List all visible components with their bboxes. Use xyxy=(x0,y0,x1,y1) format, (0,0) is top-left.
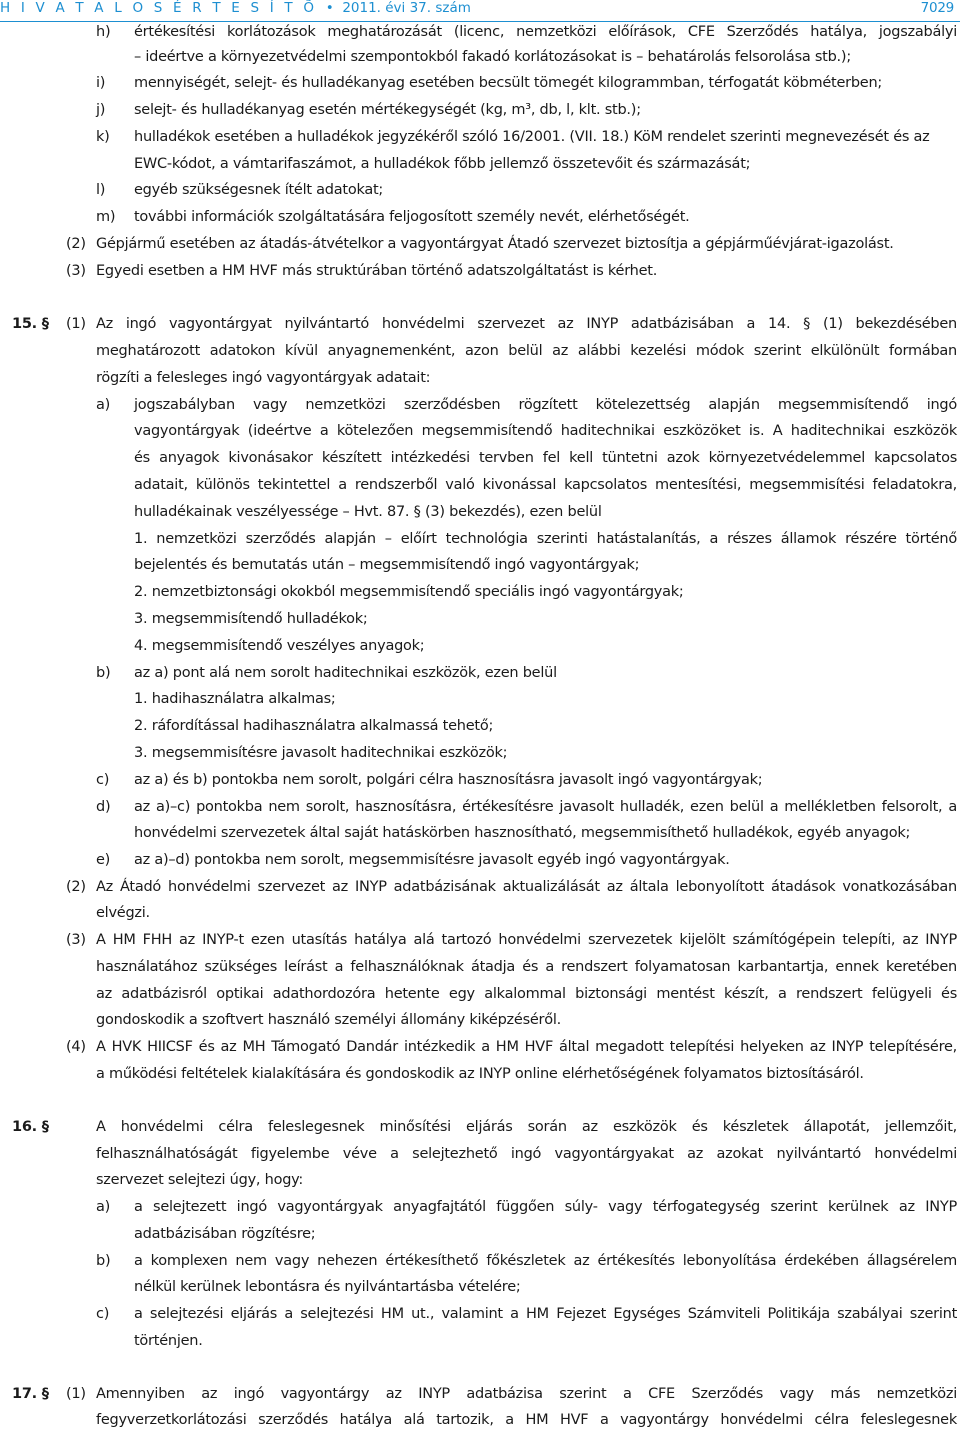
text-line: 3. megsemmisítésre javasolt haditechnikai eszközök; xyxy=(134,745,508,761)
page-number: 7029 xyxy=(920,0,954,16)
text-line: történjen. xyxy=(134,1333,203,1349)
text-line: 2. ráfordítással hadihasználatra alkalmassá tehető; xyxy=(134,718,494,734)
text-line: a selejtezett ingó vagyontárgyak anyagfajtától függően súly- vagy térfogategység szerint kerülnek az INYP xyxy=(134,1199,957,1215)
text-line: fegyverzetkorlátozási szerződés hatálya alá tartozik, a HM HVF a vagyontárgy honvédelmi célra feleslegesnek xyxy=(96,1412,957,1428)
text-line: Az Átadó honvédelmi szervezet az INYP adatbázisának aktualizálását az általa lebonyolított átadások vonatkozásában xyxy=(96,879,957,895)
text-line: további információk szolgáltatására feljogosított személy nevét, elérhetőségét. xyxy=(134,209,690,225)
text-line: honvédelmi szervezetek által saját hatáskörben hasznosítható, megsemmisíthető hulladékok, egyéb anyagok; xyxy=(134,825,911,841)
text-line: adatbázisában rögzítésre; xyxy=(134,1226,316,1242)
text-line: – ideértve a környezetvédelmi szempontokból fakadó korlátozásokat is – behatárolás felsorolása stb.); xyxy=(134,49,851,65)
text-line: A HVK HIICSF és az MH Támogató Dandár intézkedik a HM HVF által megadott telepítési helyeken az INYP telepítésére, xyxy=(96,1039,957,1055)
text-line: selejt- és hulladékanyag esetén mértékegységét (kg, m³, db, l, klt. stb.); xyxy=(134,102,641,118)
item-marker: (3) xyxy=(66,932,86,948)
text-line: 3. megsemmisítendő hulladékok; xyxy=(134,611,368,627)
text-line: egyéb szükségesnek ítélt adatokat; xyxy=(134,182,384,198)
text-line: mennyiségét, selejt- és hulladékanyag esetében becsült tömegét kilogrammban, térfogatát köbméterben; xyxy=(134,75,883,91)
text-line: szervezet selejtezi úgy, hogy: xyxy=(96,1172,304,1188)
item-marker: d) xyxy=(96,799,111,815)
item-marker: i) xyxy=(96,75,106,91)
text-line: az a)–c) pontokba nem sorolt, hasznosításra, értékesítésre javasolt hulladék, ezen belül a mellékletben felsorolt, a xyxy=(134,799,957,815)
item-marker: (2) xyxy=(66,879,86,895)
item-marker: c) xyxy=(96,1306,110,1322)
text-line: bejelentés és bemutatás után – megsemmisítendő ingó vagyontárgyak; xyxy=(134,557,640,573)
text-line: meghatározott adatokon kívül anyagnemenként, azon belül az alábbi kezelési módok szerint elkülönült formában xyxy=(96,343,957,359)
running-head: H I V A T A L O S É R T E S Í T Õ • 2011. évi 37. szám xyxy=(0,0,471,16)
item-marker: a) xyxy=(96,1199,111,1215)
text-line: a működési feltételek kialakítására és gondoskodik az INYP online elérhetőségének folyamatos biztosításáról. xyxy=(96,1066,864,1082)
text-line: jogszabályban vagy nemzetközi szerződésben rögzített kötelezettség alapján megsemmisítendő ingó xyxy=(134,397,957,413)
item-marker: c) xyxy=(96,772,110,788)
text-line: hulladékok esetében a hulladékok jegyzékéről szóló 16/2001. (VII. 18.) KöM rendelet szerinti megnevezését és az xyxy=(134,129,930,145)
item-marker: (4) xyxy=(66,1039,86,1055)
item-marker: a) xyxy=(96,397,111,413)
text-line: 2. nemzetbiztonsági okokból megsemmisítendő speciális ingó vagyontárgyak; xyxy=(134,584,684,600)
text-line: felhasználhatóságát figyelembe véve a selejtezhető ingó vagyontárgyakat az azokat nyilvántartó honvédelmi xyxy=(96,1146,957,1162)
text-line: Egyedi esetben a HM HVF más struktúrában történő adatszolgáltatást is kérhet. xyxy=(96,263,658,279)
item-marker: h) xyxy=(96,24,111,40)
text-line: A honvédelmi célra feleslegesnek minősítési eljárás során az eszközök és készletek állapotát, jellemzőit, xyxy=(96,1119,957,1135)
text-line: vagyontárgyak (ideértve a kötelezően megsemmisítendő haditechnikai eszközöket is. A haditechnikai eszközök xyxy=(134,423,957,439)
item-marker: j) xyxy=(96,102,106,118)
text-line: elvégzi. xyxy=(96,905,150,921)
text-line: Gépjármű esetében az átadás-átvételkor a vagyontárgyat Átadó szervezet biztosítja a gépjárműévjárat-igazolást. xyxy=(96,236,894,252)
text-line: 1. hadihasználatra alkalmas; xyxy=(134,691,336,707)
text-line: rögzíti a felesleges ingó vagyontárgyak adatait: xyxy=(96,370,431,386)
item-marker: (3) xyxy=(66,263,86,279)
item-marker: k) xyxy=(96,129,110,145)
text-line: Az ingó vagyontárgyat nyilvántartó honvédelmi szervezet az INYP adatbázisában a 14. § (1) bekezdésében xyxy=(96,316,957,332)
text-line: a komplexen nem vagy nehezen értékesíthető főkészletek az értékesítés lebonyolítása érdekében állagsérelem xyxy=(134,1253,957,1269)
text-line: használatához szükséges leírást a felhasználóknak átadja és a rendszert folyamatosan karbantartja, ennek keretében xyxy=(96,959,957,975)
text-line: az a)–d) pontokba nem sorolt, megsemmisítésre javasolt egyéb ingó vagyontárgyak. xyxy=(134,852,730,868)
publication-title: H I V A T A L O S É R T E S Í T Õ xyxy=(0,0,318,16)
item-marker: (2) xyxy=(66,236,86,252)
text-line: az adatbázisról optikai adathordozóra hetente egy alkalommal biztonsági mentést készít, a rendszert felügyeli és xyxy=(96,986,957,1002)
section-number: 16. § xyxy=(12,1119,49,1135)
issue-label: 2011. évi 37. szám xyxy=(342,0,471,16)
text-line: az a) pont alá nem sorolt haditechnikai eszközök, ezen belül xyxy=(134,665,557,681)
section-number: 15. § xyxy=(12,316,49,332)
item-marker: (1) xyxy=(66,316,86,332)
text-line: értékesítési korlátozások meghatározását (licenc, nemzetközi előírások, CFE Szerződés hatálya, jogszabályi xyxy=(134,24,957,40)
text-line: Amennyiben az ingó vagyontárgy az INYP adatbázisa szerint a CFE Szerződés vagy más nemzetközi xyxy=(96,1386,957,1402)
text-line: A HM FHH az INYP-t ezen utasítás hatálya alá tartozó honvédelmi szervezetek kijelölt számítógépein telepíti, az INYP xyxy=(96,932,957,948)
text-line: nélkül kerülnek lebontásra és nyilvántartásba vételére; xyxy=(134,1279,521,1295)
item-marker: (1) xyxy=(66,1386,86,1402)
section-number: 17. § xyxy=(12,1386,49,1402)
text-line: 4. megsemmisítendő veszélyes anyagok; xyxy=(134,638,425,654)
text-line: az a) és b) pontokba nem sorolt, polgári célra hasznosításra javasolt ingó vagyontárgyak; xyxy=(134,772,763,788)
text-line: gondoskodik a szoftvert használó személyi állomány kiképzéséről. xyxy=(96,1012,562,1028)
item-marker: b) xyxy=(96,1253,111,1269)
text-line: hulladékainak veszélyessége – Hvt. 87. § (3) bekezdés), ezen belül xyxy=(134,504,602,520)
item-marker: b) xyxy=(96,665,111,681)
item-marker: l) xyxy=(96,182,106,198)
text-line: és anyagok kivonásakor készített intézkedési tervben fel kell tüntetni azok környezetvédelemmel kapcsolatos xyxy=(134,450,957,466)
item-marker: e) xyxy=(96,852,111,868)
text-line: 1. nemzetközi szerződés alapján – előírt technológia szerinti hatástalanítás, a részes államok részére történő xyxy=(134,531,957,547)
item-marker: m) xyxy=(96,209,116,225)
text-line: adatait, különös tekintettel a rendszerből való kivonással kapcsolatos mentesítési, megsemmisítési feladatokra, xyxy=(134,477,957,493)
text-line: a selejtezési eljárás a selejtezési HM ut., valamint a HM Fejezet Egységes Számviteli Politikája szabályai szerint xyxy=(134,1306,957,1322)
text-line: EWC-kódot, a vámtarifaszámot, a hulladékok főbb jellemző összetevőit és származását; xyxy=(134,156,751,172)
